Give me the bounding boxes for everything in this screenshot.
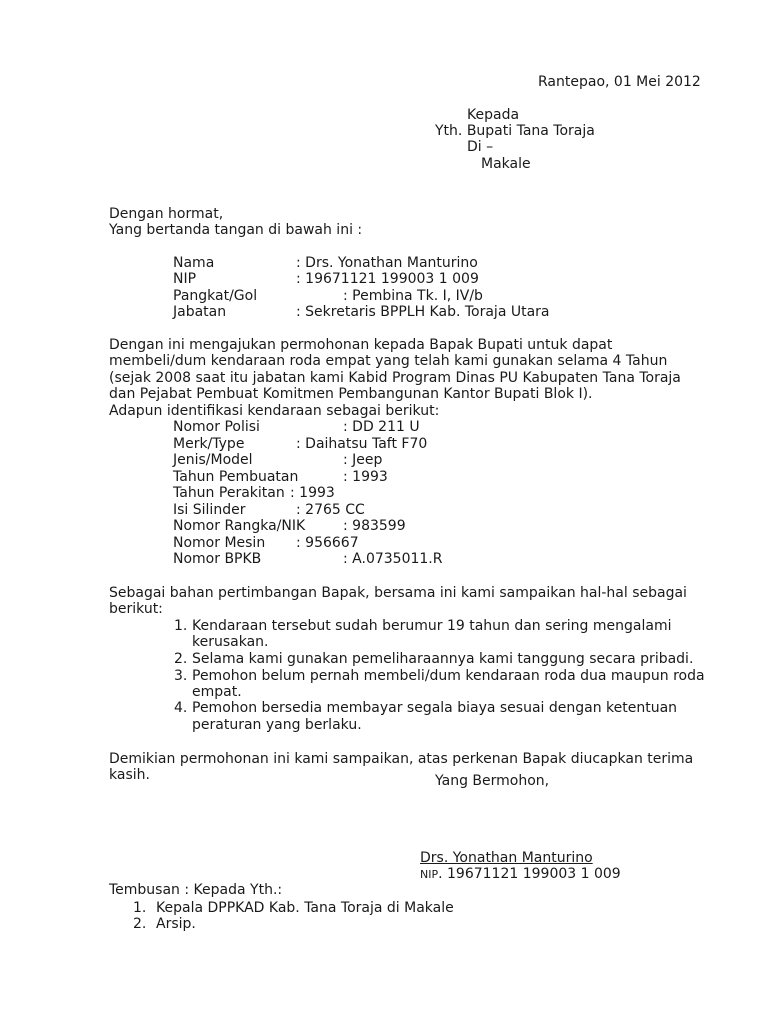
- list-item: kerusakan.: [192, 634, 269, 650]
- closing-line: Demikian permohonan ini kami sampaikan, atas perkenan Bapak diucapkan terima: [109, 751, 694, 767]
- vehicle-value: : A.0735011.R: [343, 551, 443, 567]
- vehicle-value: : 2765 CC: [296, 502, 365, 518]
- signature-salutation: Yang Bermohon,: [435, 773, 550, 789]
- list-number: 2.: [133, 916, 147, 932]
- vehicle-label: Tahun Perakitan: [173, 485, 285, 501]
- vehicle-label: Nomor BPKB: [173, 551, 262, 567]
- list-item: empat.: [192, 684, 242, 700]
- recipient-city: Makale: [481, 156, 531, 172]
- closing-line: kasih.: [109, 767, 150, 783]
- list-item: Selama kami gunakan pemeliharaannya kami tanggung secara pribadi.: [192, 651, 694, 667]
- vehicle-label: Jenis/Model: [173, 452, 253, 468]
- list-item: Pemohon bersedia membayar segala biaya sesuai dengan ketentuan: [192, 700, 678, 716]
- list-item: Pemohon belum pernah membeli/dum kendaraan roda dua maupun roda: [192, 668, 705, 684]
- vehicle-value: : 1993: [290, 485, 335, 501]
- vehicle-value: : DD 211 U: [343, 419, 420, 435]
- vehicle-label: Nomor Rangka/NIK: [173, 518, 306, 534]
- vehicle-label: Nomor Mesin: [173, 535, 266, 551]
- identity-label-pangkat: Pangkat/Gol: [173, 288, 258, 304]
- body-line: (sejak 2008 saat itu jabatan kami Kabid Program Dinas PU Kabupaten Tana Toraja: [109, 370, 681, 386]
- body-line: Dengan ini mengajukan permohonan kepada Bapak Bupati untuk dapat: [109, 337, 613, 353]
- considerations-intro: berikut:: [109, 601, 163, 617]
- recipient-di: Di –: [467, 139, 494, 155]
- identity-value-pangkat: : Pembina Tk. I, IV/b: [343, 288, 483, 304]
- list-item: peraturan yang berlaku.: [192, 717, 362, 733]
- cc-item: Arsip.: [156, 916, 196, 932]
- vehicle-value: : 1993: [343, 469, 388, 485]
- recipient-name: Yth. Bupati Tana Toraja: [435, 123, 595, 139]
- cc-title: Tembusan : Kepada Yth.:: [109, 882, 283, 898]
- vehicle-label: Nomor Polisi: [173, 419, 260, 435]
- identity-value-jabatan: : Sekretaris BPPLH Kab. Toraja Utara: [296, 304, 550, 320]
- identity-label-nip: NIP: [173, 271, 197, 287]
- vehicle-value: : Daihatsu Taft F70: [296, 436, 428, 452]
- vehicle-value: : Jeep: [343, 452, 383, 468]
- vehicle-value: : 983599: [343, 518, 406, 534]
- identity-value-nama: : Drs. Yonathan Manturino: [296, 255, 478, 271]
- list-item: Kendaraan tersebut sudah berumur 19 tahun dan sering mengalami: [192, 618, 672, 634]
- identity-label-jabatan: Jabatan: [173, 304, 227, 320]
- body-line: dan Pejabat Pembuat Komitmen Pembangunan Kantor Bupati Blok I).: [109, 386, 593, 402]
- signature-nip: [420, 866, 621, 883]
- greeting: Dengan hormat,: [109, 206, 224, 222]
- vehicle-label: Isi Silinder: [173, 502, 246, 518]
- vehicle-label: Tahun Pembuatan: [173, 469, 299, 485]
- vehicle-label: Merk/Type: [173, 436, 245, 452]
- intro-line: Yang bertanda tangan di bawah ini :: [109, 222, 363, 238]
- list-number: 4.: [174, 700, 188, 716]
- signature-nip-value: . 19671121 199003 1 009: [438, 866, 621, 882]
- considerations-intro: Sebagai bahan pertimbangan Bapak, bersama ini kami sampaikan hal-hal sebagai: [109, 585, 687, 601]
- vehicle-value: : 956667: [296, 535, 359, 551]
- body-line: membeli/dum kendaraan roda empat yang telah kami gunakan selama 4 Tahun: [109, 353, 668, 369]
- list-number: 1.: [174, 618, 188, 634]
- letter-date: Rantepao, 01 Mei 2012: [538, 74, 701, 90]
- list-number: 2.: [174, 651, 188, 667]
- list-number: 3.: [174, 668, 188, 684]
- signature-name: Drs. Yonathan Manturino: [420, 850, 593, 866]
- body-line: Adapun identifikasi kendaraan sebagai berikut:: [109, 403, 440, 419]
- recipient-kepada: Kepada: [467, 107, 520, 123]
- identity-value-nip: : 19671121 199003 1 009: [296, 271, 479, 287]
- signature-nip-label: NIP: [420, 868, 439, 881]
- identity-label-nama: Nama: [173, 255, 215, 271]
- cc-item: Kepala DPPKAD Kab. Tana Toraja di Makale: [156, 900, 454, 916]
- list-number: 1.: [133, 900, 147, 916]
